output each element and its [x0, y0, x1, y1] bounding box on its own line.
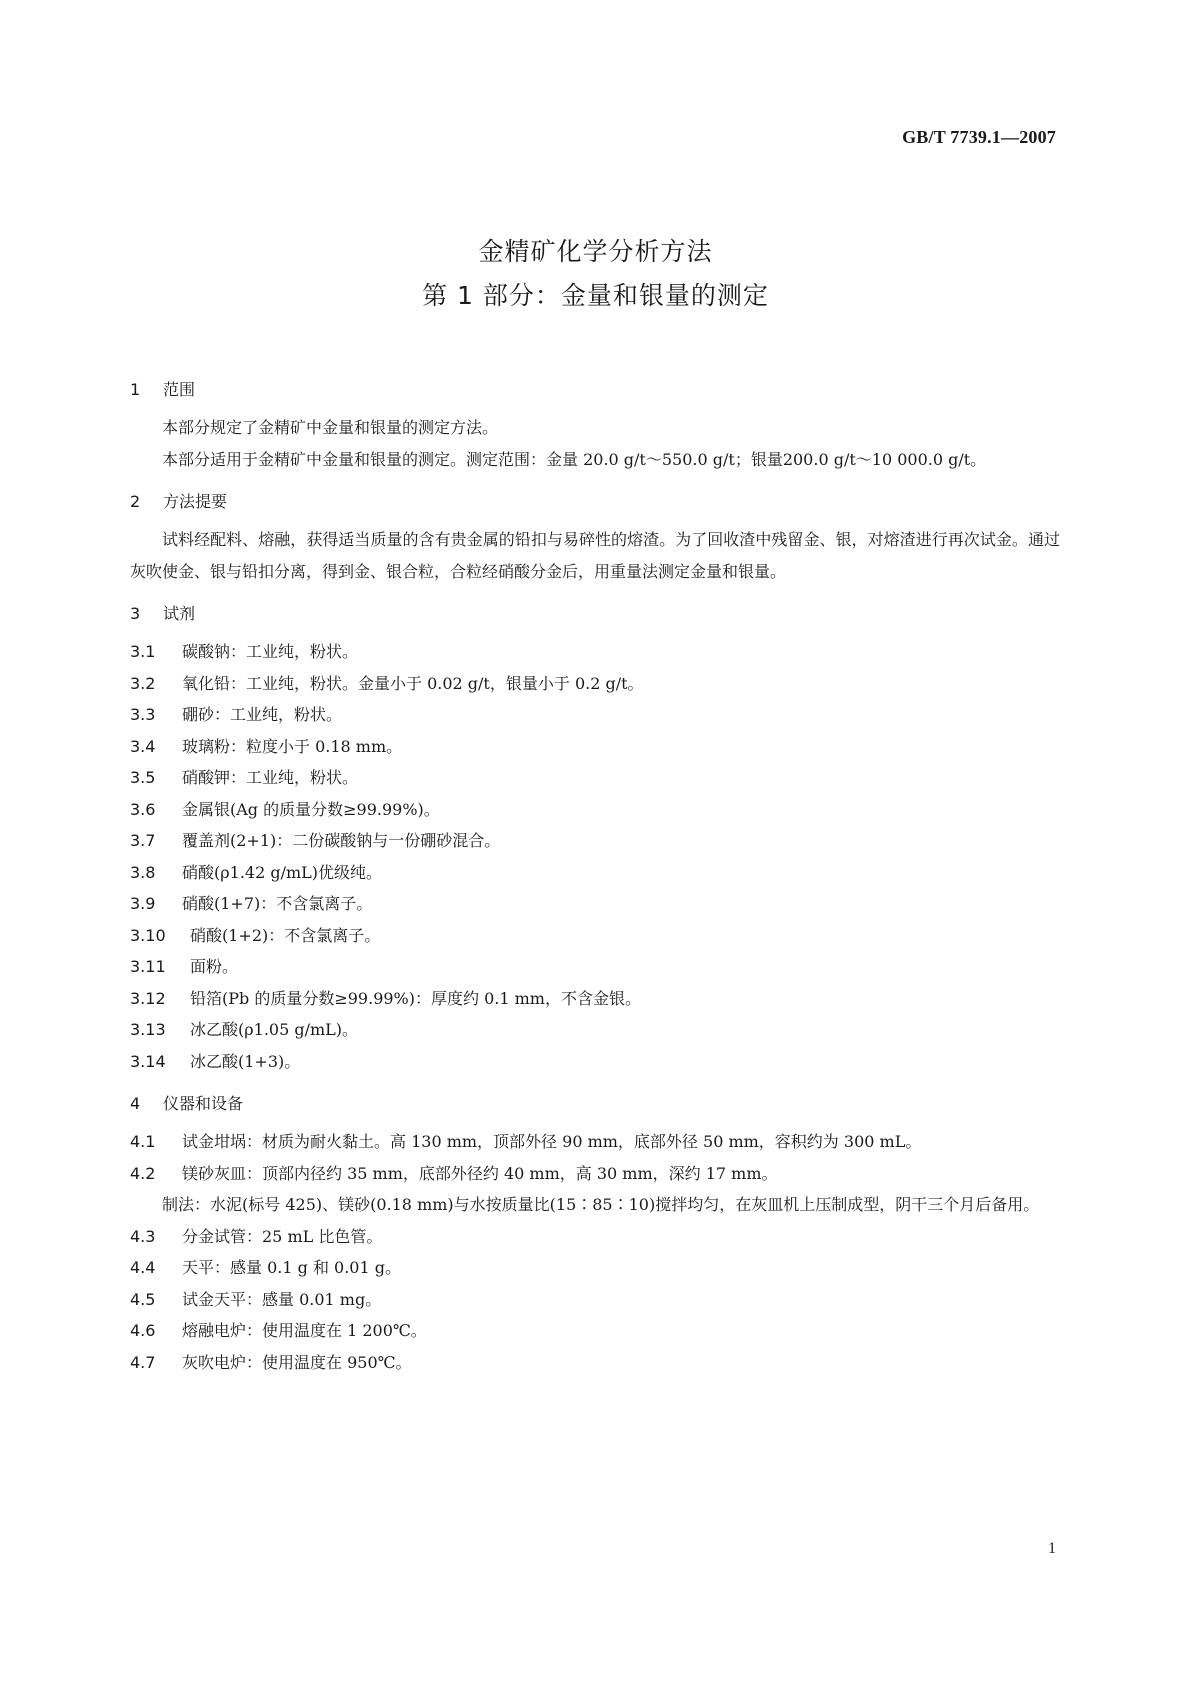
- document-title: 金精矿化学分析方法: [478, 237, 713, 266]
- list-item: [130, 825, 1060, 857]
- section-number: 2: [130, 492, 141, 511]
- paragraph: 本部分适用于金精矿中金量和银量的测定。测定范围：金量 20.0 g/t～550.0 g/t；银量200.0 g/t～10 000.0 g/t。: [162, 449, 987, 469]
- section-number: 4: [130, 1094, 141, 1113]
- item-text: 冰乙酸(ρ1.05 g/mL)。: [190, 1020, 359, 1039]
- list-item: [130, 1347, 1060, 1379]
- item-text: 铅箔(Pb 的质量分数≥99.99%)：厚度约 0.1 mm，不含金银。: [190, 988, 641, 1008]
- item-text: 金属银(Ag 的质量分数≥99.99%)。: [182, 799, 440, 819]
- section-title: 范围: [163, 380, 196, 399]
- item-number: 3.9: [130, 894, 156, 913]
- item-number: 3.11: [130, 957, 166, 976]
- list-item: [130, 1252, 1060, 1284]
- item-text: 硝酸(ρ1.42 g/mL)优级纯。: [182, 862, 383, 882]
- list-item: [130, 1014, 1060, 1046]
- list-item: [130, 983, 1060, 1015]
- item-text: 玻璃粉：粒度小于 0.18 mm。: [182, 736, 403, 756]
- paragraph: 制法：水泥(标号 425)、镁砂(0.18 mm)与水按质量比(15∶85∶10)搅拌均匀，在灰皿机上压制成型，阴干三个月后备用。: [162, 1195, 1040, 1214]
- section-heading-reagents: [130, 598, 1060, 629]
- section-heading-apparatus: [130, 1088, 1060, 1119]
- list-item: [130, 951, 1060, 983]
- item-number: 4.4: [130, 1258, 156, 1277]
- section-number: 3: [130, 604, 141, 623]
- list-item: [130, 668, 1060, 700]
- list-item: [130, 920, 1060, 952]
- item-number: 3.3: [130, 705, 156, 724]
- item-text: 面粉。: [190, 957, 239, 976]
- item-number: 3.5: [130, 768, 156, 787]
- paragraph: 试料经配料、熔融，获得适当质量的含有贵金属的铅扣与易碎性的熔渣。为了回收渣中残留金、银，对熔渣进行再次试金。通过灰吹使金、银与铅扣分离，得到金、银合粒，合粒经硝酸分金后，用重量法测定金量和银量。: [130, 530, 1060, 581]
- list-item: [130, 857, 1060, 889]
- list-item: [130, 636, 1060, 668]
- item-number: 3.13: [130, 1020, 166, 1039]
- item-number: 3.1: [130, 642, 156, 661]
- list-item: [130, 888, 1060, 920]
- item-text: 硼砂：工业纯，粉状。: [182, 705, 343, 724]
- item-number: 4.6: [130, 1321, 156, 1340]
- item-number: 4.7: [130, 1352, 156, 1372]
- item-number: 4.3: [130, 1226, 156, 1246]
- item-text: 硝酸(1+7)：不含氯离子。: [182, 894, 373, 913]
- item-number: 3.4: [130, 736, 156, 756]
- list-item: [130, 1284, 1060, 1316]
- item-text: 试金坩埚：材质为耐火黏土。高 130 mm，顶部外径 90 mm，底部外径 50 mm，容积约为 300 mL。: [182, 1132, 922, 1151]
- item-number: 4.2: [130, 1163, 156, 1183]
- item-number: 3.2: [130, 673, 156, 693]
- section-title: 试剂: [163, 604, 196, 623]
- item-number: 4.5: [130, 1289, 156, 1309]
- section-number: 1: [130, 380, 141, 399]
- item-text: 分金试管：25 mL 比色管。: [182, 1226, 383, 1246]
- list-item: [130, 1126, 1060, 1158]
- section-heading-scope: [130, 374, 1060, 405]
- paragraph: 本部分规定了金精矿中金量和银量的测定方法。: [162, 418, 499, 437]
- list-item: [130, 762, 1060, 794]
- list-item: [130, 699, 1060, 731]
- item-text: 覆盖剂(2+1)：二份碳酸钠与一份硼砂混合。: [182, 831, 501, 850]
- section-heading-principle: [130, 486, 1060, 517]
- item-number: 4.1: [130, 1132, 156, 1151]
- item-number: 3.10: [130, 925, 166, 945]
- list-item: [130, 1315, 1060, 1347]
- item-text: 熔融电炉：使用温度在 1 200℃。: [182, 1321, 427, 1340]
- item-text: 灰吹电炉：使用温度在 950℃。: [182, 1352, 412, 1372]
- list-item: [130, 731, 1060, 763]
- section-title: 仪器和设备: [163, 1094, 244, 1113]
- item-number: 3.14: [130, 1051, 166, 1071]
- item-number: 3.12: [130, 988, 166, 1008]
- item-number: 3.7: [130, 831, 156, 850]
- item-text: 天平：感量 0.1 g 和 0.01 g。: [182, 1258, 401, 1277]
- item-text: 试金天平：感量 0.01 mg。: [182, 1289, 382, 1309]
- item-text: 冰乙酸(1+3)。: [190, 1051, 301, 1071]
- item-text: 镁砂灰皿：顶部内径约 35 mm，底部外径约 40 mm，高 30 mm，深约 17 mm。: [182, 1163, 778, 1183]
- item-text: 硝酸(1+2)：不含氯离子。: [190, 925, 381, 945]
- item-number: 3.6: [130, 799, 156, 819]
- item-text: 碳酸钠：工业纯，粉状。: [182, 642, 359, 661]
- list-item: [130, 1158, 1060, 1190]
- item-text: 硝酸钾：工业纯，粉状。: [182, 768, 359, 787]
- item-text: 氧化铅：工业纯，粉状。金量小于 0.02 g/t，银量小于 0.2 g/t。: [182, 673, 644, 693]
- list-item: [130, 1046, 1060, 1078]
- list-item: [130, 1221, 1060, 1253]
- document-body: [130, 374, 1060, 1378]
- standard-code: GB/T 7739.1—2007: [902, 127, 1056, 147]
- page-number: 1: [1048, 1540, 1056, 1557]
- document-subtitle: 第 1 部分：金量和银量的测定: [422, 281, 769, 310]
- list-item: [130, 794, 1060, 826]
- item-number: 3.8: [130, 862, 156, 882]
- section-title: 方法提要: [163, 492, 228, 511]
